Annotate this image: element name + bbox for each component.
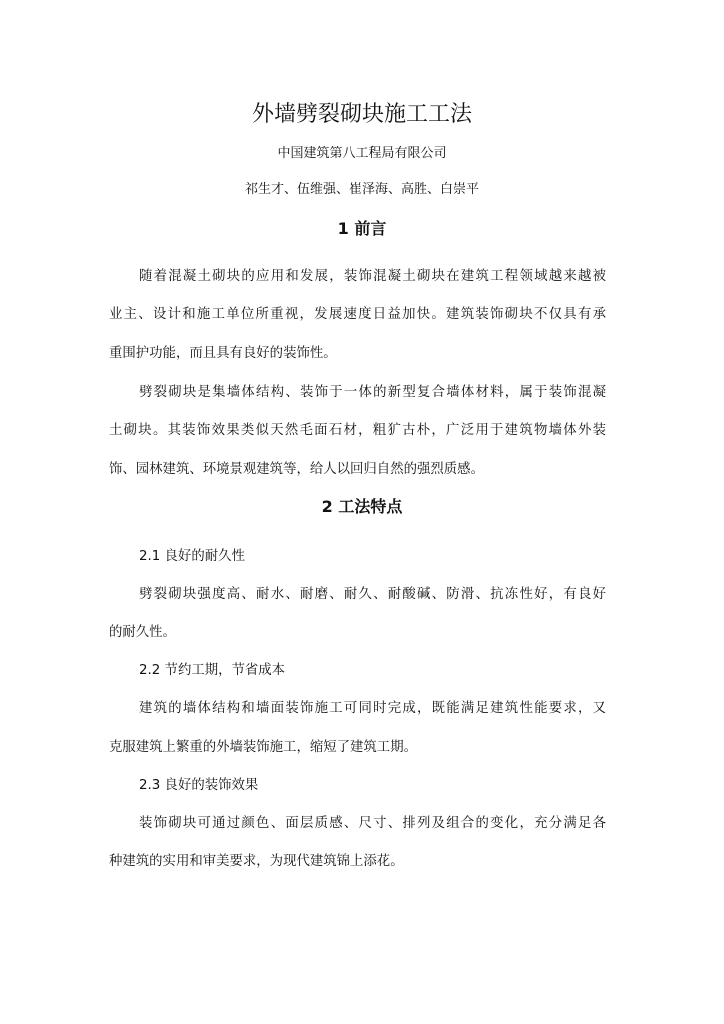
paragraph-line: 业主、设计和施工单位所重视，发展速度日益加快。建筑装饰砌块不仅具有承 — [109, 307, 606, 322]
paragraph-line: 重围护功能，而且具有良好的装饰性。 — [109, 346, 337, 361]
subsection-heading: 2.1 良好的耐久性 — [139, 549, 245, 564]
paragraph-line: 劈裂砌块是集墙体结构、装饰于一体的新型复合墙体材料，属于装饰混凝 — [139, 385, 606, 400]
paragraph-line: 劈裂砌块强度高、耐水、耐磨、耐久、耐酸碱、防滑、抗冻性好，有良好 — [139, 587, 606, 602]
subsection-heading: 2.2 节约工期，节省成本 — [139, 663, 286, 678]
section-heading-features: 2 工法特点 — [321, 497, 403, 516]
organization: 中国建筑第八工程局有限公司 — [277, 146, 447, 161]
paragraph-line: 克服建筑上繁重的外墙装饰施工，缩短了建筑工期。 — [109, 740, 417, 755]
authors: 祁生才、伍维强、崔泽海、高胜、白崇平 — [244, 182, 479, 197]
paragraph-line: 饰、园林建筑、环境景观建筑等，给人以回归自然的强烈质感。 — [109, 462, 484, 477]
paragraph-line: 建筑的墙体结构和墙面装饰施工可同时完成，既能满足建筑性能要求，又 — [139, 701, 606, 716]
document-title: 外墙劈裂砌块施工工法 — [251, 102, 472, 127]
paragraph-line: 装饰砌块可通过颜色、面层质感、尺寸、排列及组合的变化，充分满足各 — [139, 816, 606, 831]
paragraph-line: 土砌块。其装饰效果类似天然毛面石材，粗犷古朴，广泛用于建筑物墙体外装 — [109, 423, 606, 438]
paragraph-line: 种建筑的实用和审美要求，为现代建筑锦上添花。 — [109, 854, 404, 869]
paragraph-line: 的耐久性。 — [109, 625, 176, 640]
section-heading-preface: 1 前言 — [337, 219, 387, 238]
paragraph-line: 随着混凝土砌块的应用和发展，装饰混凝土砌块在建筑工程领域越来越被 — [139, 269, 606, 284]
subsection-heading: 2.3 良好的装饰效果 — [139, 778, 259, 793]
